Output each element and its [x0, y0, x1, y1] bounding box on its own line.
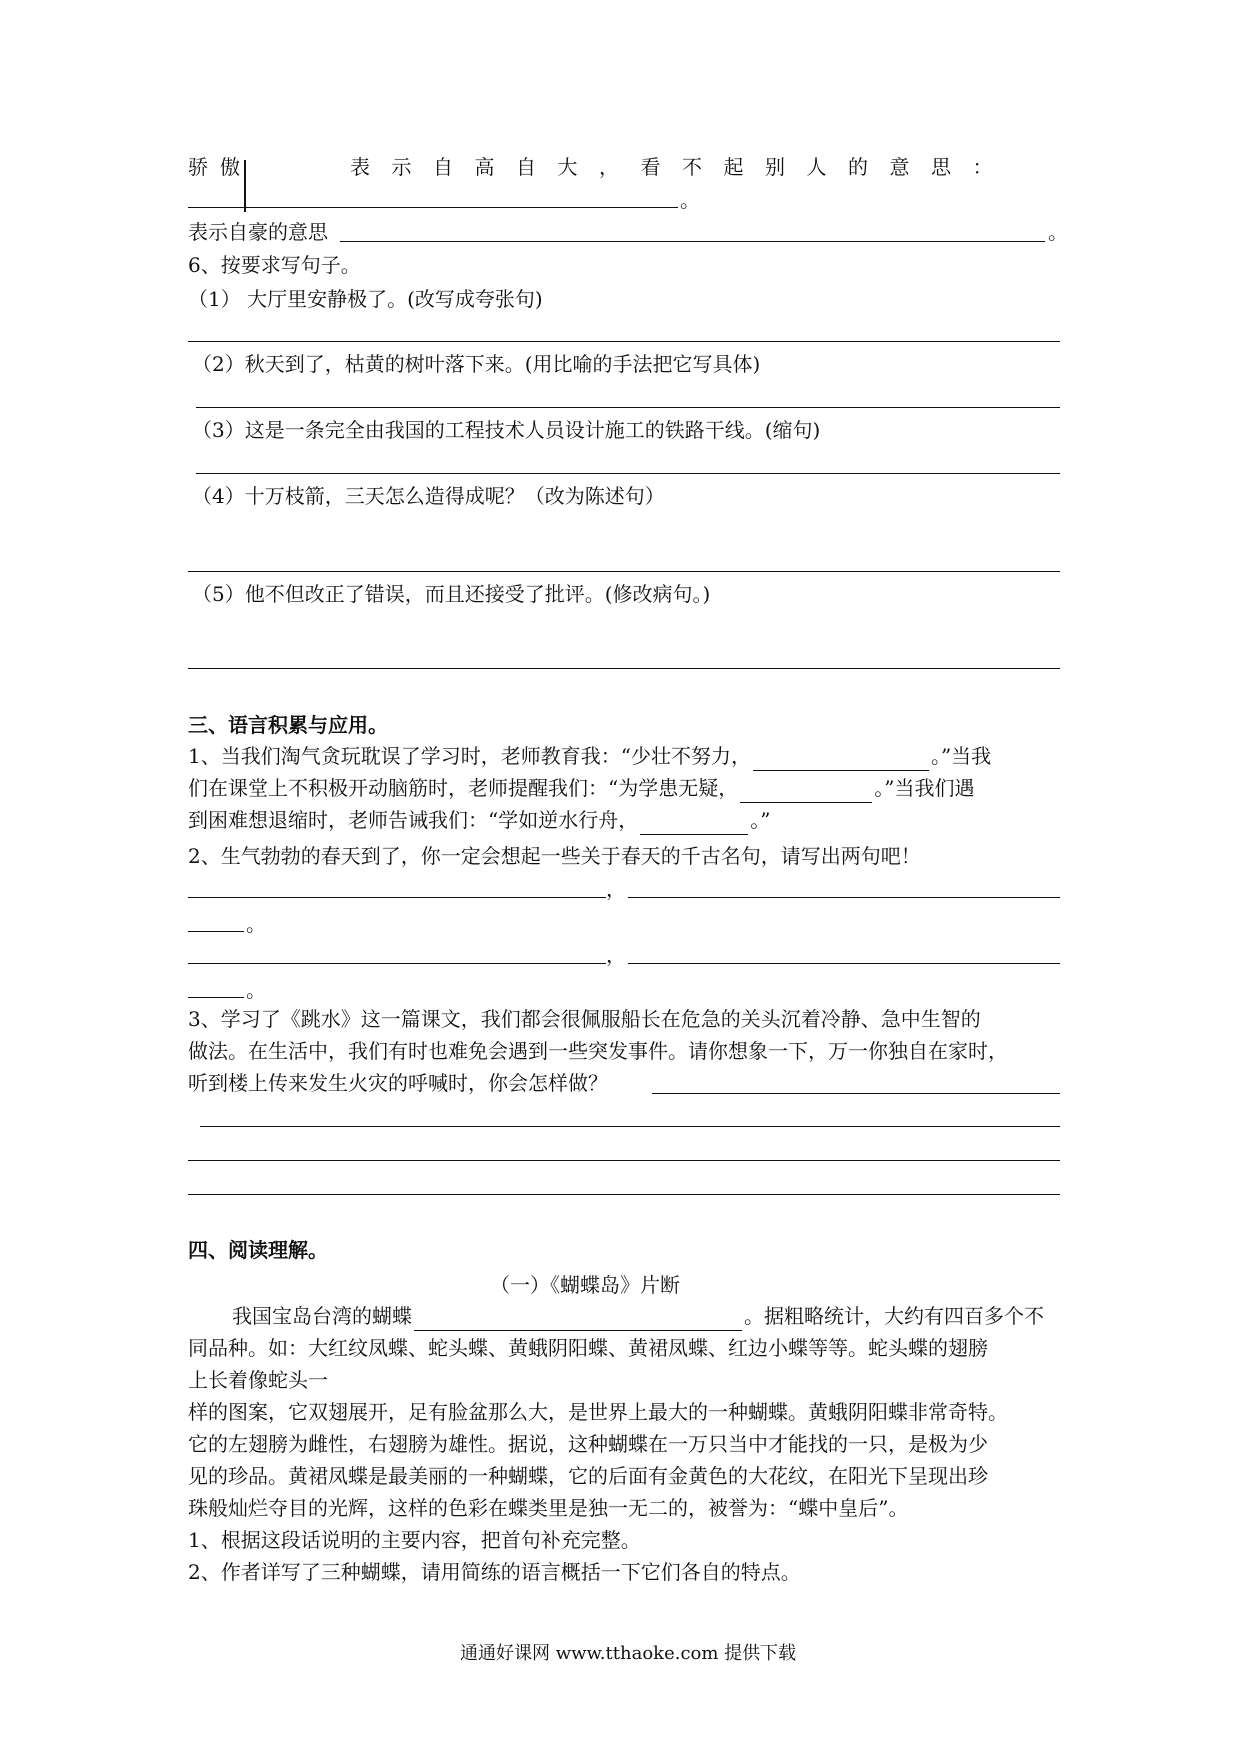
s3-q1-line1: [188, 742, 991, 771]
s3-q1-text-c: 们在课堂上不积极开动脑筋时，老师提醒我们：“为学患无疑，: [188, 776, 739, 800]
answer-line-poem1-c[interactable]: [188, 931, 244, 932]
s3-q1-text-d: 。”当我们遇: [874, 776, 975, 800]
s3-q1-line2: [188, 774, 974, 803]
q6-item-5: （5）他不但改正了错误，而且还接受了批评。(修改病句。): [192, 582, 711, 606]
section4-title: 四、阅读理解。: [188, 1238, 328, 1262]
blank-butterfly-first-sentence[interactable]: [414, 1302, 742, 1331]
jiaoao-meaning-2: 表示自豪的意思: [188, 220, 328, 244]
answer-line-q6-4[interactable]: [188, 571, 1060, 572]
q6-heading: 6、按要求写句子。: [188, 253, 361, 277]
poem2-comma: ，: [606, 943, 626, 967]
blank-shaozhuang[interactable]: [753, 742, 929, 771]
answer-line-q6-3[interactable]: [196, 473, 1060, 474]
reading-q2: 2、作者详写了三种蝴蝶，请用简练的语言概括一下它们各自的特点。: [188, 1560, 801, 1584]
reading-p1-b: 。据粗略统计，大约有四百多个不: [744, 1304, 1044, 1328]
jiaoao-end-1: 。: [680, 188, 700, 212]
brace-mark: [244, 160, 254, 212]
reading-p1-a: 我国宝岛台湾的蝴蝶: [232, 1304, 412, 1328]
s3-q1-line3: [188, 806, 770, 835]
answer-line-q6-2[interactable]: [196, 407, 1060, 408]
s3-q3-line1: 3、学习了《跳水》这一篇课文，我们都会很佩服船长在危急的关头沉着冷静、急中生智的: [188, 1007, 981, 1031]
q6-item-3: （3）这是一条完全由我国的工程技术人员设计施工的铁路干线。(缩句): [192, 418, 821, 442]
answer-line-q6-1[interactable]: [188, 341, 1060, 342]
poem2-period: 。: [246, 978, 266, 1002]
s3-q1-text-f: 。”: [750, 808, 771, 832]
answer-line-poem1-b[interactable]: [628, 897, 1060, 898]
reading-p2: 同品种。如：大红纹凤蝶、蛇头蝶、黄蛾阴阳蝶、黄裙凤蝶、红边小蝶等等。蛇头蝶的翅膀: [188, 1336, 988, 1360]
jiaoao-word: 骄傲: [188, 155, 252, 179]
q6-item-2: （2）秋天到了，枯黄的树叶落下来。(用比喻的手法把它写具体): [192, 352, 761, 376]
answer-line-q3-3[interactable]: [188, 1160, 1060, 1161]
reading-q1: 1、根据这段话说明的主要内容，把首句补充完整。: [188, 1528, 641, 1552]
poem1-comma: ，: [606, 877, 626, 901]
jiaoao-meaning-1: 表示自高自大，看不起别人的意思：: [350, 155, 1014, 179]
s3-q3-line3: 听到楼上传来发生火灾的呼喊时，你会怎样做？: [188, 1071, 608, 1095]
section3-title: 三、语言积累与应用。: [188, 713, 388, 737]
poem1-period: 。: [246, 912, 266, 936]
reading-p5: 它的左翅膀为雌性，右翅膀为雄性。据说，这种蝴蝶在一万只当中才能找的一只，是极为少: [188, 1432, 988, 1456]
reading-p4: 样的图案，它双翅展开，足有脸盆那么大，是世界上最大的一种蝴蝶。黄蛾阴阳蝶非常奇特。: [188, 1400, 1008, 1424]
answer-line-q3-1[interactable]: [652, 1093, 1060, 1094]
blank-xuerunishui[interactable]: [640, 806, 748, 835]
reading-p6: 见的珍品。黄裙凤蝶是最美丽的一种蝴蝶，它的后面有金黄色的大花纹，在阳光下呈现出珍: [188, 1464, 988, 1488]
reading-p3: 上长着像蛇头一: [188, 1368, 328, 1392]
answer-line-poem2-b[interactable]: [628, 963, 1060, 964]
reading-p7: 珠般灿烂夺目的光辉，这样的色彩在蝶类里是独一无二的，被誉为：“蝶中皇后”。: [188, 1496, 909, 1520]
s3-q3-line2: 做法。在生活中，我们有时也难免会遇到一些突发事件。请你想象一下，万一你独自在家时，: [188, 1039, 1008, 1063]
answer-line-jiaoao-2[interactable]: [340, 241, 1045, 242]
s3-q2: 2、生气勃勃的春天到了，你一定会想起一些关于春天的千古名句，请写出两句吧！: [188, 844, 921, 868]
s3-q1-text-b: 。”当我: [930, 744, 992, 768]
reading-p1: [232, 1302, 1044, 1331]
s3-q1-text-e: 到困难想退缩时，老师告诫我们：“学如逆水行舟，: [188, 808, 639, 832]
answer-line-q6-5[interactable]: [188, 668, 1060, 669]
blank-weixue[interactable]: [740, 774, 872, 803]
answer-line-q3-4[interactable]: [188, 1194, 1060, 1195]
footer-text: 通通好课网 www.tthaoke.com 提供下载: [460, 1643, 797, 1664]
answer-line-q3-2[interactable]: [200, 1126, 1060, 1127]
answer-line-jiaoao-1[interactable]: [188, 207, 678, 208]
answer-line-poem1-a[interactable]: [188, 897, 606, 898]
answer-line-poem2-a[interactable]: [188, 963, 606, 964]
jiaoao-end-2: 。: [1048, 220, 1068, 244]
q6-item-1: （1） 大厅里安静极了。(改写成夸张句): [188, 287, 543, 311]
s3-q1-text-a: 1、当我们淘气贪玩耽误了学习时，老师教育我：“少壮不努力，: [188, 744, 751, 768]
q6-item-4: （4）十万枝箭，三天怎么造得成呢？（改为陈述句）: [192, 484, 665, 508]
answer-line-poem2-c[interactable]: [188, 997, 244, 998]
reading-subtitle: （一）《蝴蝶岛》片断: [490, 1273, 680, 1297]
